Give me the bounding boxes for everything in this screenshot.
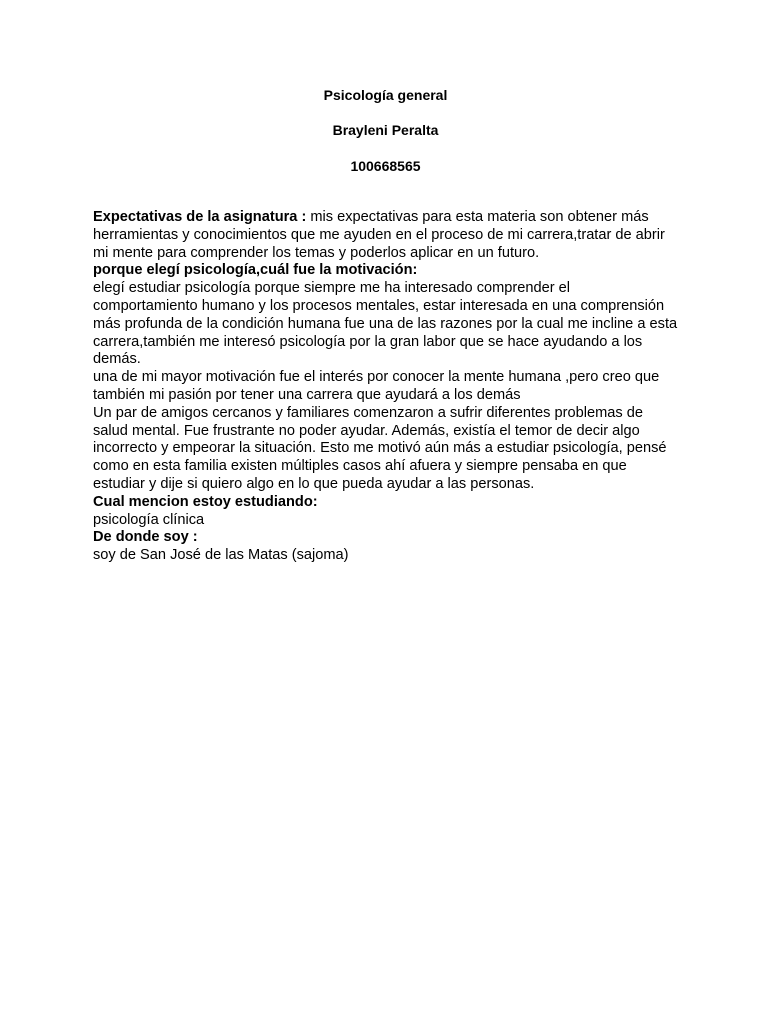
motivation-paragraph-2: una de mi mayor motivación fue el interés por conocer la mente humana ,pero creo que también mi pasión por tener una carrera que ayudará a los demás	[93, 369, 660, 403]
motivation-heading	[93, 262, 678, 280]
specialization-heading	[93, 494, 678, 512]
expectations-heading: Expectativas de la asignatura :	[93, 209, 307, 225]
motivation-paragraph-1: elegí estudiar psicología porque siempre me ha interesado comprender el comportamiento humano y los procesos mentales, estar interesada en una comprensión más profunda de la condición humana fue una de las razones por la cual me incline a esta carrera,también me interesó psicología por la gran labor que se hace ayudando a los demás.	[93, 280, 678, 368]
origin-heading-text: De donde soy :	[93, 529, 198, 546]
document-body	[93, 209, 678, 565]
student-id: 100668565	[350, 158, 421, 174]
motivation-heading-text: porque elegí psicología,cuál fue la motivación:	[93, 262, 418, 279]
document-title: Psicología general	[323, 87, 448, 103]
origin-text: soy de San José de las Matas (sajoma)	[93, 547, 349, 564]
origin-heading	[93, 529, 678, 547]
specialization-heading-text: Cual mencion estoy estudiando:	[93, 493, 318, 510]
motivation-paragraph-3: Un par de amigos cercanos y familiares comenzaron a sufrir diferentes problemas de salud mental. Fue frustrante no poder ayudar. Además, existía el temor de decir algo incorrecto y empeorar la situación. Esto me motivó aún más a estudiar psicología, pensé como en esta familia existen múltiples casos ahí afuera y siempre pensaba en que estudiar y dije si quiero algo en lo que pueda ayudar a las personas.	[93, 404, 667, 492]
specialization-text: psicología clínica	[93, 511, 205, 528]
expectations-paragraph	[93, 209, 678, 262]
author-name: Brayleni Peralta	[332, 122, 439, 138]
expectations-text: mis expectativas para esta materia son obtener más herramientas y conocimientos que me ayuden en el proceso de mi carrera,tratar de abrir mi mente para comprender los temas y poderlos aplicar en un futuro.	[93, 209, 665, 261]
